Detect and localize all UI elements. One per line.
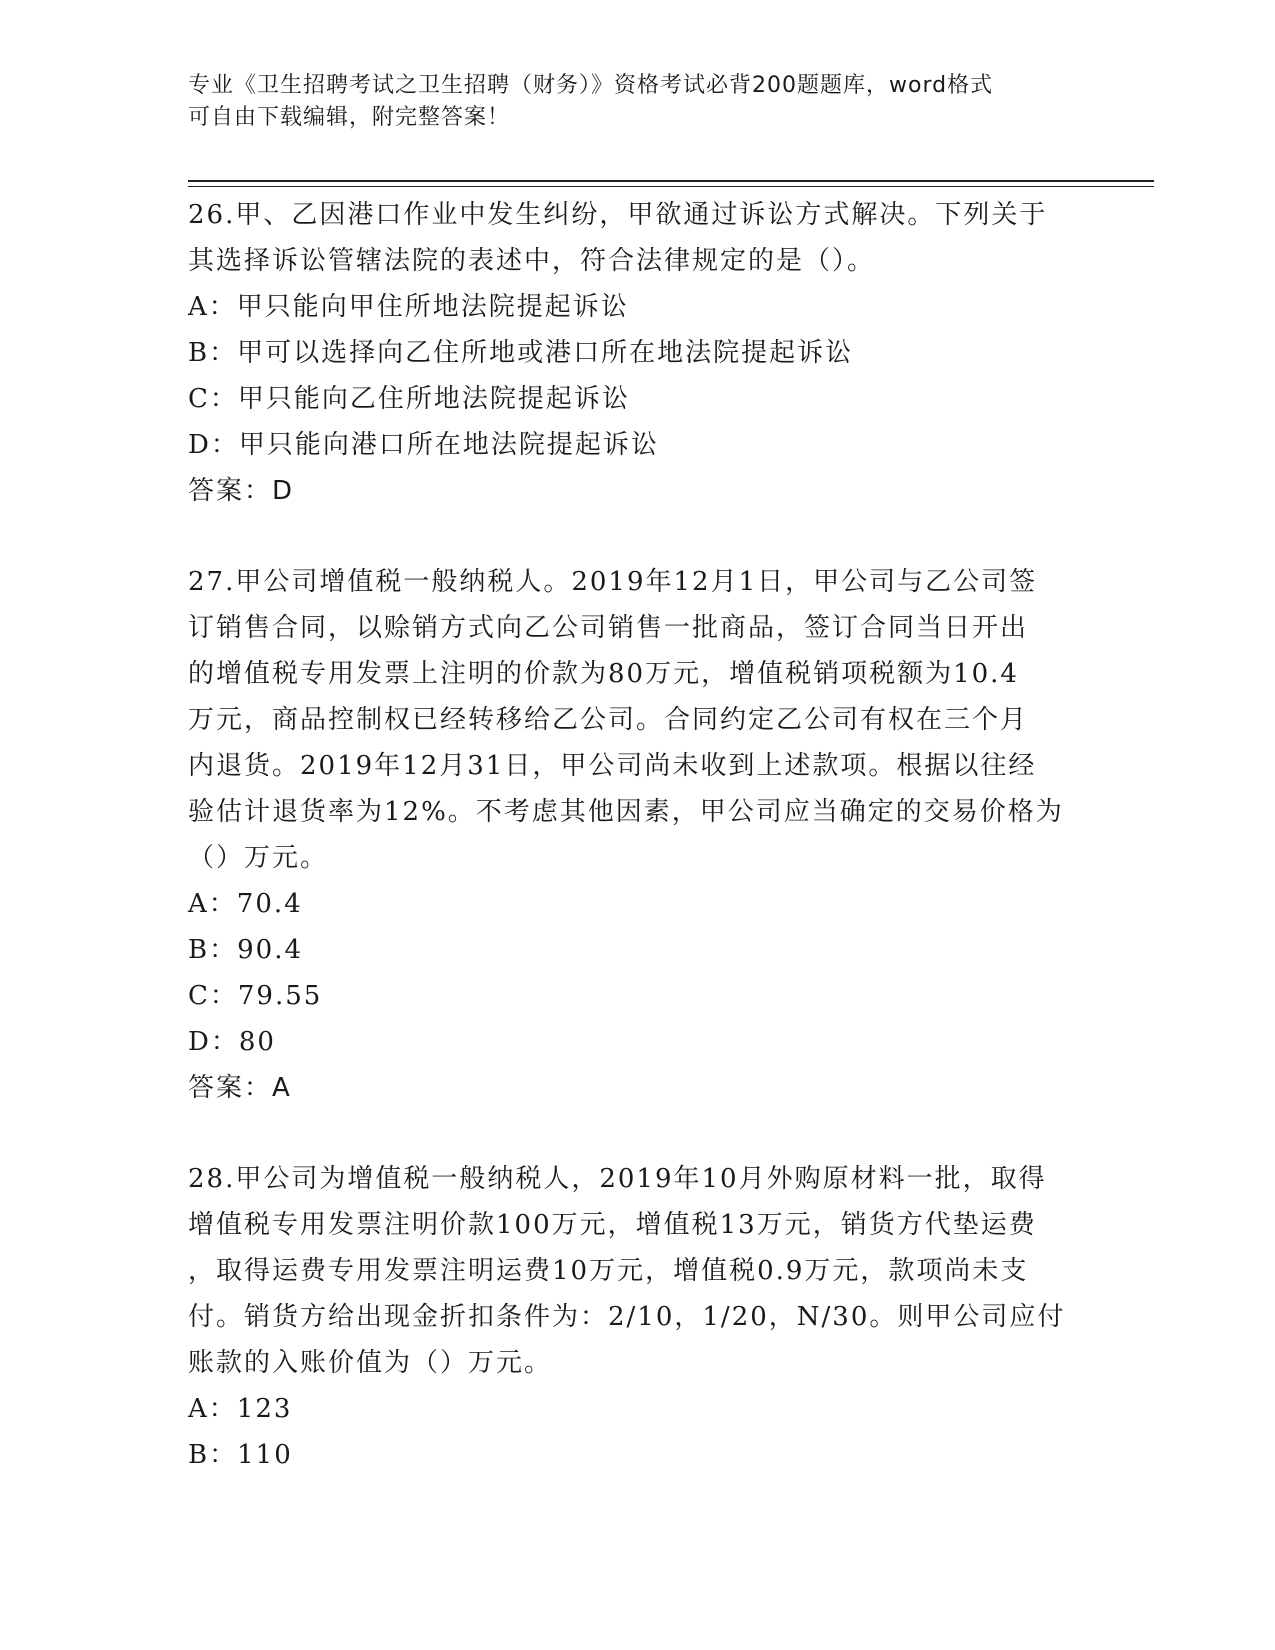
question-text-line: 付。销货方给出现金折扣条件为：2/10，1/20，N/30。则甲公司应付 xyxy=(188,1302,1066,1332)
question-text-line: （）万元。 xyxy=(188,843,329,873)
option-b: B：90.4 xyxy=(188,935,303,965)
option-d: D：甲只能向港口所在地法院提起诉讼 xyxy=(188,430,659,460)
question-text-line: ，取得运费专用发票注明运费10万元，增值税0.9万元，款项尚未支 xyxy=(188,1256,1029,1286)
question-text-line: 26.甲、乙因港口作业中发生纠纷，甲欲通过诉讼方式解决。下列关于 xyxy=(188,200,1048,230)
header-rule-thick xyxy=(188,180,1154,182)
question-text-line: 的增值税专用发票上注明的价款为80万元，增值税销项税额为10.4 xyxy=(188,659,1019,689)
option-a: A：70.4 xyxy=(188,889,303,919)
question-list xyxy=(188,192,1088,1478)
option-c: C：79.55 xyxy=(188,981,323,1011)
question-text-line: 28.甲公司为增值税一般纳税人，2019年10月外购原材料一批，取得 xyxy=(188,1164,1047,1194)
header-line-2: 可自由下载编辑，附完整答案！ xyxy=(188,105,511,130)
question-text-line: 订销售合同，以赊销方式向乙公司销售一批商品，签订合同当日开出 xyxy=(188,613,1029,643)
document-header xyxy=(188,70,1068,134)
question-text-line: 账款的入账价值为（）万元。 xyxy=(188,1348,553,1378)
question-spacer xyxy=(188,1111,1088,1156)
option-b: B：110 xyxy=(188,1440,293,1470)
option-d: D：80 xyxy=(188,1027,276,1057)
option-b: B：甲可以选择向乙住所地或港口所在地法院提起诉讼 xyxy=(188,338,854,368)
question-text-line: 增值税专用发票注明价款100万元，增值税13万元，销货方代垫运费 xyxy=(188,1210,1037,1240)
answer: 答案：A xyxy=(188,1073,292,1103)
header-line-1: 专业《卫生招聘考试之卫生招聘（财务）》资格考试必背200题题库，word格式 xyxy=(188,73,994,98)
question-text-line: 27.甲公司增值税一般纳税人。2019年12月1日，甲公司与乙公司签 xyxy=(188,567,1038,597)
answer: 答案：D xyxy=(188,476,295,506)
question-spacer xyxy=(188,514,1088,559)
question-26 xyxy=(188,192,1088,514)
question-text-line: 万元，商品控制权已经转移给乙公司。合同约定乙公司有权在三个月 xyxy=(188,705,1029,735)
question-text-line: 其选择诉讼管辖法院的表述中，符合法律规定的是（）。 xyxy=(188,246,876,276)
question-27 xyxy=(188,559,1088,1111)
option-a: A：123 xyxy=(188,1394,293,1424)
question-28 xyxy=(188,1156,1088,1478)
option-c: C：甲只能向乙住所地法院提起诉讼 xyxy=(188,384,630,414)
question-text-line: 验估计退货率为12%。不考虑其他因素，甲公司应当确定的交易价格为 xyxy=(188,797,1064,827)
option-a: A：甲只能向甲住所地法院提起诉讼 xyxy=(188,292,629,322)
question-text-line: 内退货。2019年12月31日，甲公司尚未收到上述款项。根据以往经 xyxy=(188,751,1037,781)
header-rule-thin xyxy=(188,186,1154,187)
